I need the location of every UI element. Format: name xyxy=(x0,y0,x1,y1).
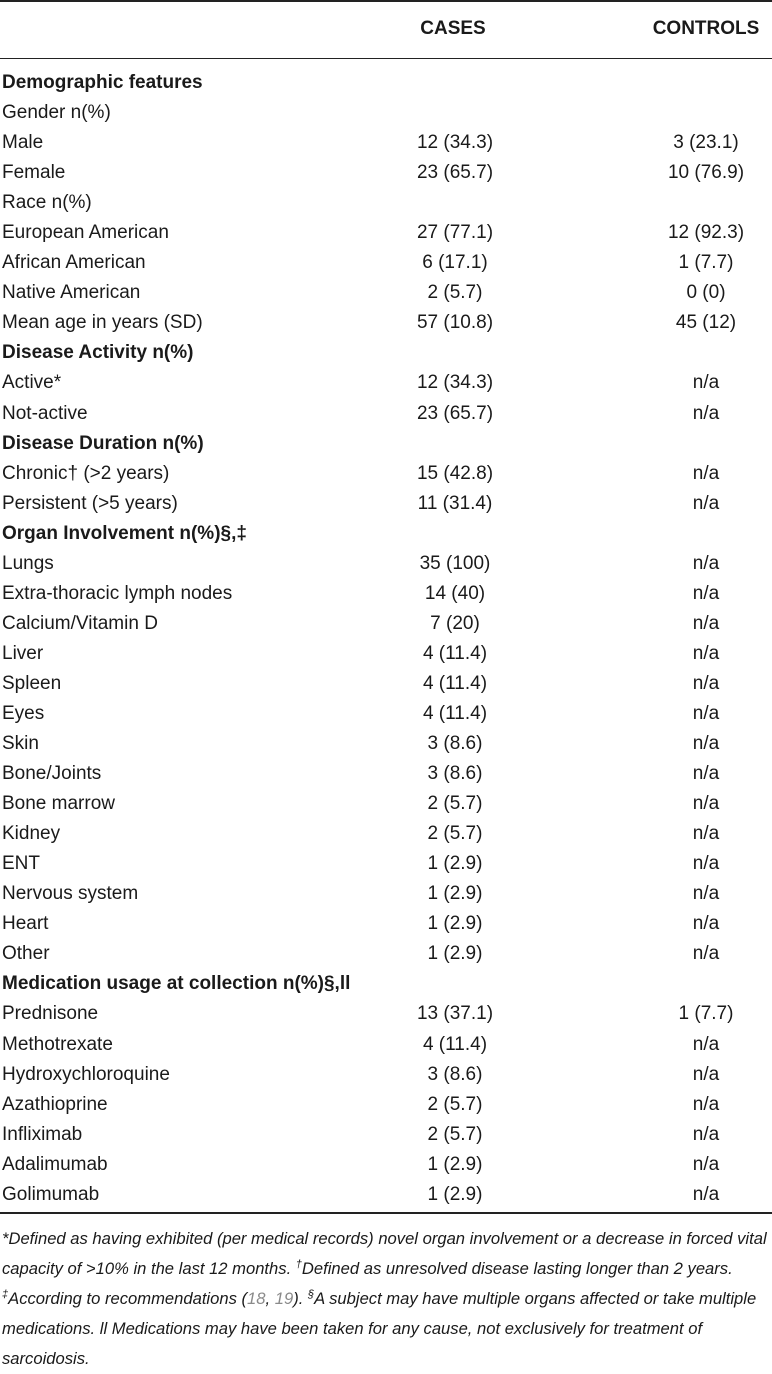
row-label: Nervous system xyxy=(2,883,139,905)
footnote-text: ). xyxy=(293,1289,308,1308)
table-row xyxy=(0,1090,772,1120)
row-label: Other xyxy=(2,943,50,965)
row-label: Spleen xyxy=(2,672,62,694)
row-label: Male xyxy=(2,132,44,154)
section-header-row xyxy=(0,969,772,999)
table-row xyxy=(0,1030,772,1060)
controls-value: n/a xyxy=(692,492,720,514)
controls-value: n/a xyxy=(692,612,720,634)
controls-value: n/a xyxy=(692,672,720,694)
cases-value: 27 (77.1) xyxy=(416,222,494,244)
column-header-cases: CASES xyxy=(420,18,486,39)
table-row xyxy=(0,789,772,819)
table-row xyxy=(0,188,772,218)
table-row xyxy=(0,609,772,639)
table-row xyxy=(0,879,772,909)
footnote-text: Defined as unresolved disease lasting longer than 2 years. xyxy=(301,1259,733,1278)
table-row xyxy=(0,368,772,398)
table-row xyxy=(0,158,772,188)
cases-value: 12 (34.3) xyxy=(416,372,494,394)
controls-value: n/a xyxy=(692,702,720,724)
section-header-row xyxy=(0,519,772,549)
row-label: Bone/Joints xyxy=(2,763,102,785)
cases-value: 2 (5.7) xyxy=(427,1123,483,1145)
cases-value: 1 (2.9) xyxy=(427,853,483,875)
table-bottom-rule xyxy=(0,1212,772,1214)
row-label: Chronic† (>2 years) xyxy=(2,462,170,484)
cases-value: 4 (11.4) xyxy=(422,642,488,664)
cases-value: 3 (8.6) xyxy=(427,733,483,755)
table-row xyxy=(0,98,772,128)
row-label: Prednisone xyxy=(2,1003,99,1025)
row-label: Hydroxychloroquine xyxy=(2,1063,170,1085)
controls-value: n/a xyxy=(692,883,720,905)
controls-value: 45 (12) xyxy=(675,312,737,334)
controls-value: n/a xyxy=(692,1063,720,1085)
row-label: Azathioprine xyxy=(2,1093,108,1115)
row-label: Methotrexate xyxy=(2,1033,113,1055)
cases-value: 14 (40) xyxy=(424,582,486,604)
controls-value: n/a xyxy=(692,1093,720,1115)
controls-value: n/a xyxy=(692,793,720,815)
cases-value: 11 (31.4) xyxy=(417,492,493,514)
row-label: European American xyxy=(2,222,169,244)
controls-value: n/a xyxy=(692,1153,720,1175)
table-row xyxy=(0,819,772,849)
cases-value: 57 (10.8) xyxy=(416,312,494,334)
row-label: Lungs xyxy=(2,552,54,574)
footnote-text: A subject may have multiple organs affected or take multiple medications. ll Medications may have been taken for any cause, not exclusively for treatment of sarcoidosis. xyxy=(2,1289,757,1368)
controls-value: n/a xyxy=(692,763,720,785)
row-label: Race n(%) xyxy=(2,192,92,214)
controls-value: n/a xyxy=(692,372,720,394)
cases-value: 2 (5.7) xyxy=(427,282,483,304)
controls-value: 1 (7.7) xyxy=(678,1003,734,1025)
cases-value: 23 (65.7) xyxy=(416,402,494,424)
row-label: Not-active xyxy=(2,402,88,424)
cases-value: 2 (5.7) xyxy=(427,793,483,815)
column-header-controls: CONTROLS xyxy=(652,18,760,39)
controls-value: n/a xyxy=(692,943,720,965)
controls-value: n/a xyxy=(692,823,720,845)
cases-value: 1 (2.9) xyxy=(427,913,483,935)
cases-value: 13 (37.1) xyxy=(416,1003,494,1025)
table-row xyxy=(0,1180,772,1210)
row-label: Bone marrow xyxy=(2,793,115,815)
controls-value: n/a xyxy=(692,1033,720,1055)
row-label: Eyes xyxy=(2,702,45,724)
row-label: Native American xyxy=(2,282,141,304)
table-row xyxy=(0,999,772,1029)
row-label: Gender n(%) xyxy=(2,102,111,124)
table-row xyxy=(0,699,772,729)
table-row xyxy=(0,939,772,969)
cases-value: 1 (2.9) xyxy=(427,883,483,905)
row-label: African American xyxy=(2,252,146,274)
section-title: Medication usage at collection n(%)§,ll xyxy=(2,973,351,995)
table-row xyxy=(0,759,772,789)
cases-value: 4 (11.4) xyxy=(422,672,488,694)
table-row xyxy=(0,278,772,308)
cases-value: 12 (34.3) xyxy=(416,132,494,154)
row-label: Infliximab xyxy=(2,1123,83,1145)
row-label: Active* xyxy=(2,372,62,394)
table-row xyxy=(0,308,772,338)
controls-value: n/a xyxy=(692,402,720,424)
table-row xyxy=(0,639,772,669)
table-row xyxy=(0,128,772,158)
table-row xyxy=(0,729,772,759)
table-row xyxy=(0,1150,772,1180)
cases-value: 2 (5.7) xyxy=(427,823,483,845)
controls-value: n/a xyxy=(692,1123,720,1145)
table-row xyxy=(0,849,772,879)
row-label: Adalimumab xyxy=(2,1153,108,1175)
cases-value: 23 (65.7) xyxy=(416,162,494,184)
controls-value: n/a xyxy=(692,733,720,755)
table-row xyxy=(0,579,772,609)
row-label: Female xyxy=(2,162,66,184)
table-header-row xyxy=(0,14,772,44)
controls-value: 0 (0) xyxy=(686,282,726,304)
cases-value: 3 (8.6) xyxy=(427,1063,483,1085)
row-label: ENT xyxy=(2,853,40,875)
section-header-row xyxy=(0,338,772,368)
row-label: Kidney xyxy=(2,823,61,845)
section-title: Demographic features xyxy=(2,72,203,93)
table-row xyxy=(0,1120,772,1150)
table-row xyxy=(0,669,772,699)
controls-value: 1 (7.7) xyxy=(678,252,734,274)
footnote-text: According to recommendations ( xyxy=(8,1289,248,1308)
row-label: Mean age in years (SD) xyxy=(2,312,203,334)
table-header-rule xyxy=(0,58,772,59)
cases-value: 1 (2.9) xyxy=(427,1153,483,1175)
table-row xyxy=(0,248,772,278)
footnote-marker-double-dagger: ‡ xyxy=(2,1288,9,1301)
table-top-rule xyxy=(0,0,772,2)
section-title: Organ Involvement n(%)§,‡ xyxy=(2,522,247,544)
table-row xyxy=(0,399,772,429)
section-title: Disease Duration n(%) xyxy=(2,432,204,454)
cases-value: 7 (20) xyxy=(430,612,480,634)
table-row xyxy=(0,1060,772,1090)
row-label: Skin xyxy=(2,733,39,755)
cases-value: 35 (100) xyxy=(419,552,491,574)
reference-link[interactable]: 19 xyxy=(274,1289,294,1308)
controls-value: 10 (76.9) xyxy=(667,162,745,184)
row-label: Golimumab xyxy=(2,1183,100,1205)
cases-value: 15 (42.8) xyxy=(416,462,494,484)
controls-value: n/a xyxy=(692,1183,720,1205)
cases-value: 3 (8.6) xyxy=(427,763,483,785)
cases-value: 4 (11.4) xyxy=(422,1033,488,1055)
footnote-text: *Defined as having exhibited (per medical records) novel organ involvement or a decrease in forced vital capacity of >10% in the last 12 months. xyxy=(2,1229,767,1278)
row-label: Calcium/Vitamin D xyxy=(2,612,158,634)
footnote-marker-dagger: † xyxy=(295,1258,302,1271)
controls-value: n/a xyxy=(692,582,720,604)
controls-value: n/a xyxy=(692,642,720,664)
table-row xyxy=(0,218,772,248)
controls-value: 3 (23.1) xyxy=(673,132,739,154)
row-label: Extra-thoracic lymph nodes xyxy=(2,582,233,604)
row-label: Liver xyxy=(2,642,44,664)
section-title: Disease Activity n(%) xyxy=(2,342,194,364)
controls-value: n/a xyxy=(692,913,720,935)
footnote-text: , xyxy=(265,1289,275,1308)
cases-value: 4 (11.4) xyxy=(422,702,488,724)
cases-value: 1 (2.9) xyxy=(427,1183,483,1205)
table-row xyxy=(0,549,772,579)
controls-value: n/a xyxy=(692,853,720,875)
table-row xyxy=(0,459,772,489)
cases-value: 1 (2.9) xyxy=(427,943,483,965)
table-footnote xyxy=(2,1224,770,1374)
cases-value: 2 (5.7) xyxy=(427,1093,483,1115)
row-label: Persistent (>5 years) xyxy=(2,492,178,514)
controls-value: 12 (92.3) xyxy=(667,222,745,244)
section-header-row xyxy=(0,68,772,98)
table-row xyxy=(0,909,772,939)
table-body xyxy=(0,68,772,1210)
controls-value: n/a xyxy=(692,552,720,574)
footnote-marker-section: § xyxy=(307,1288,315,1301)
cases-value: 6 (17.1) xyxy=(422,252,488,274)
table-row xyxy=(0,489,772,519)
row-label: Heart xyxy=(2,913,49,935)
section-header-row xyxy=(0,429,772,459)
reference-link[interactable]: 18 xyxy=(247,1289,266,1308)
controls-value: n/a xyxy=(692,462,720,484)
